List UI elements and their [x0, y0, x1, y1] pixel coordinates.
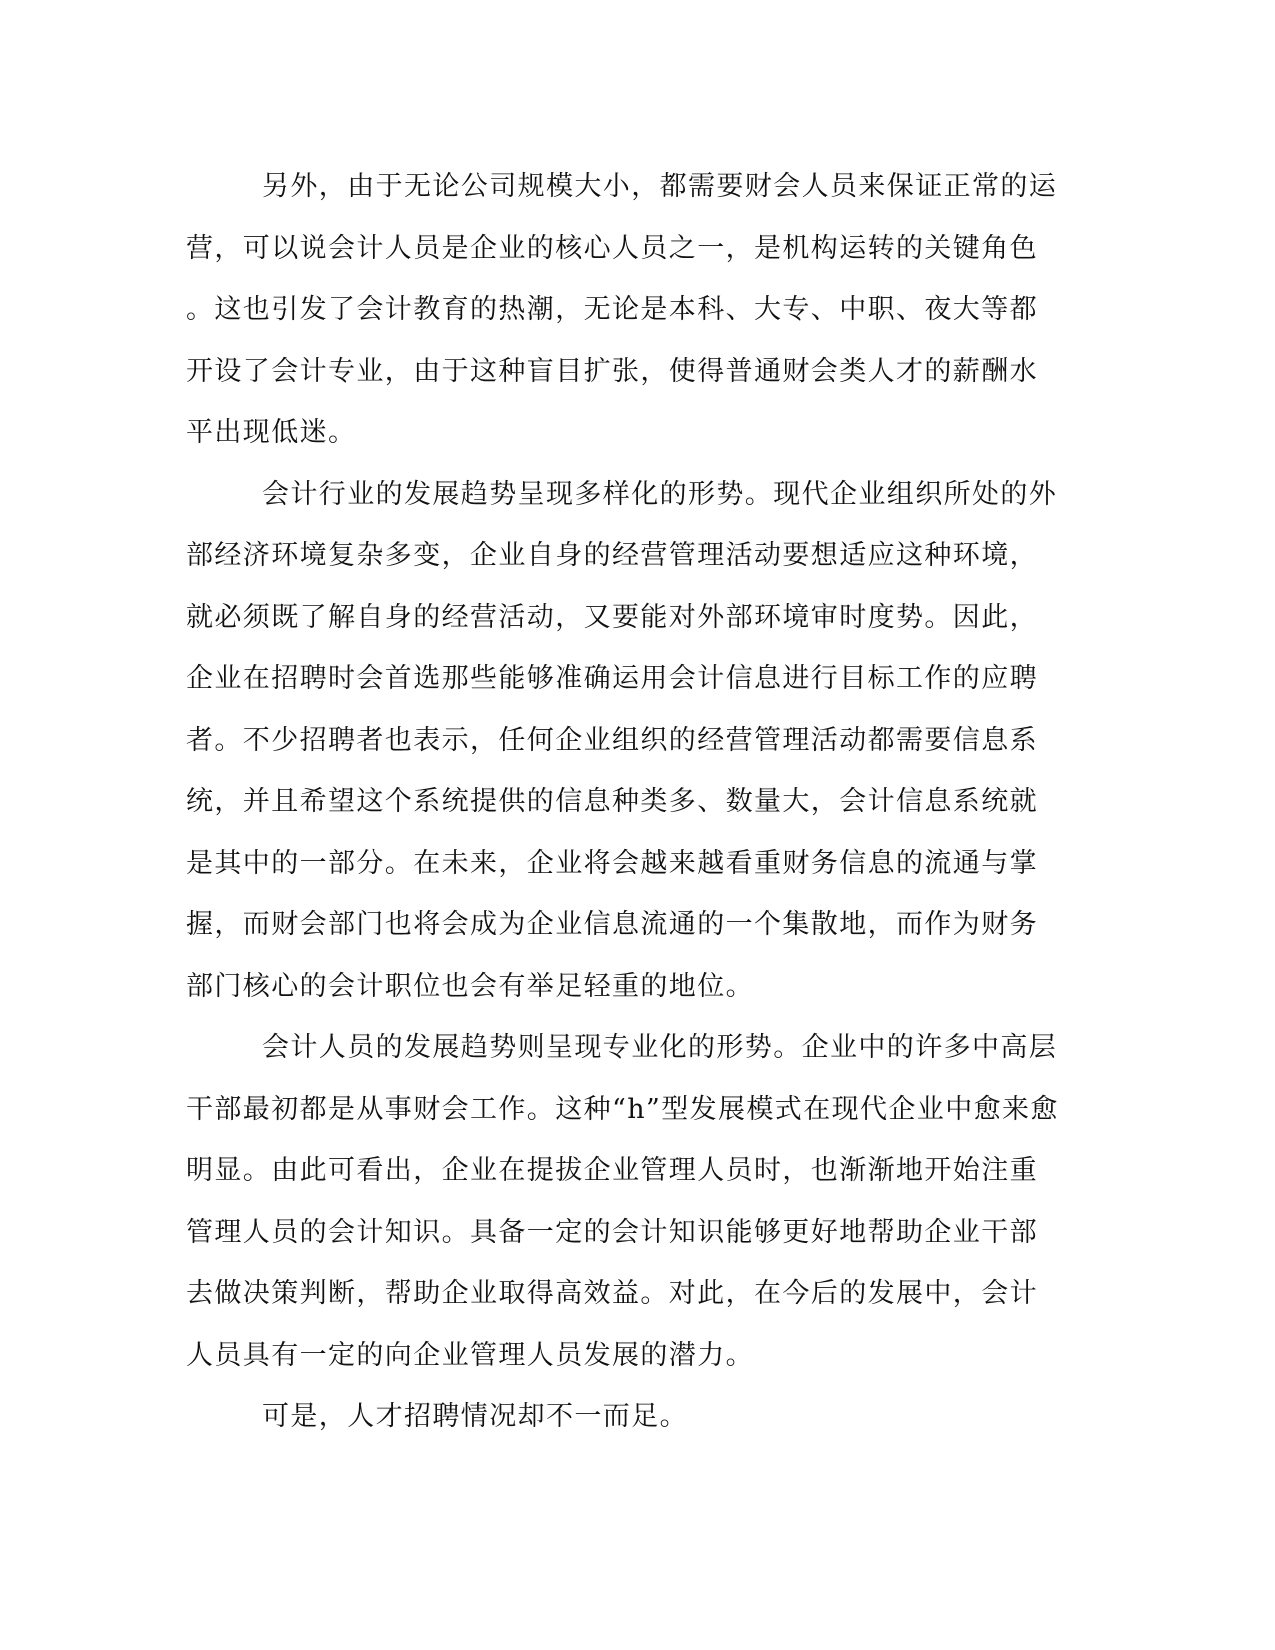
paragraph-line: 会计人员的发展趋势则呈现专业化的形势。企业中的许多中高层 — [262, 1032, 1058, 1063]
paragraph-line: 干部最初都是从事财会工作。这种“h”型发展模式在现代企业中愈来愈 — [186, 1093, 1059, 1125]
paragraph-line: 是其中的一部分。在未来，企业将会越来越看重财务信息的流通与掌 — [186, 847, 1038, 879]
paragraph-line: 人员具有一定的向企业管理人员发展的潜力。 — [186, 1339, 754, 1371]
paragraph-line: 就必须既了解自身的经营活动，又要能对外部环境审时度势。因此， — [186, 601, 1038, 633]
document-body — [186, 156, 1086, 1448]
paragraph-line: 管理人员的会计知识。具备一定的会计知识能够更好地帮助企业干部 — [186, 1216, 1038, 1248]
paragraph-line: 开设了会计专业，由于这种盲目扩张，使得普通财会类人才的薪酬水 — [186, 355, 1038, 387]
paragraph-line: 握，而财会部门也将会成为企业信息流通的一个集散地，而作为财务 — [186, 909, 1038, 940]
paragraph-line: 营，可以说会计人员是企业的核心人员之一，是机构运转的关键角色 — [186, 232, 1038, 264]
paragraph-3 — [186, 1017, 1086, 1386]
paragraph-line: 统，并且希望这个系统提供的信息种类多、数量大，会计信息系统就 — [186, 786, 1038, 817]
paragraph-line: 另外，由于无论公司规模大小，都需要财会人员来保证正常的运 — [262, 171, 1058, 202]
paragraph-line: 平出现低迷。 — [186, 417, 357, 448]
paragraph-line: 可是，人才招聘情况却不一而足。 — [262, 1401, 688, 1432]
paragraph-line: 去做决策判断，帮助企业取得高效益。对此，在今后的发展中，会计 — [186, 1278, 1038, 1309]
paragraph-line: 企业在招聘时会首选那些能够准确运用会计信息进行目标工作的应聘 — [186, 663, 1038, 694]
paragraph-line: 者。不少招聘者也表示，任何企业组织的经营管理活动都需要信息系 — [186, 724, 1038, 756]
paragraph-1 — [186, 156, 1086, 464]
paragraph-line: 部门核心的会计职位也会有举足轻重的地位。 — [186, 970, 754, 1002]
paragraph-line: 会计行业的发展趋势呈现多样化的形势。现代企业组织所处的外 — [262, 478, 1058, 510]
paragraph-2 — [186, 464, 1086, 1018]
paragraph-line: 部经济环境复杂多变，企业自身的经营管理活动要想适应这种环境， — [186, 540, 1038, 571]
paragraph-4 — [186, 1386, 1086, 1448]
paragraph-line: 。这也引发了会计教育的热潮，无论是本科、大专、中职、夜大等都 — [186, 294, 1038, 325]
paragraph-line: 明显。由此可看出，企业在提拔企业管理人员时，也渐渐地开始注重 — [186, 1155, 1038, 1186]
